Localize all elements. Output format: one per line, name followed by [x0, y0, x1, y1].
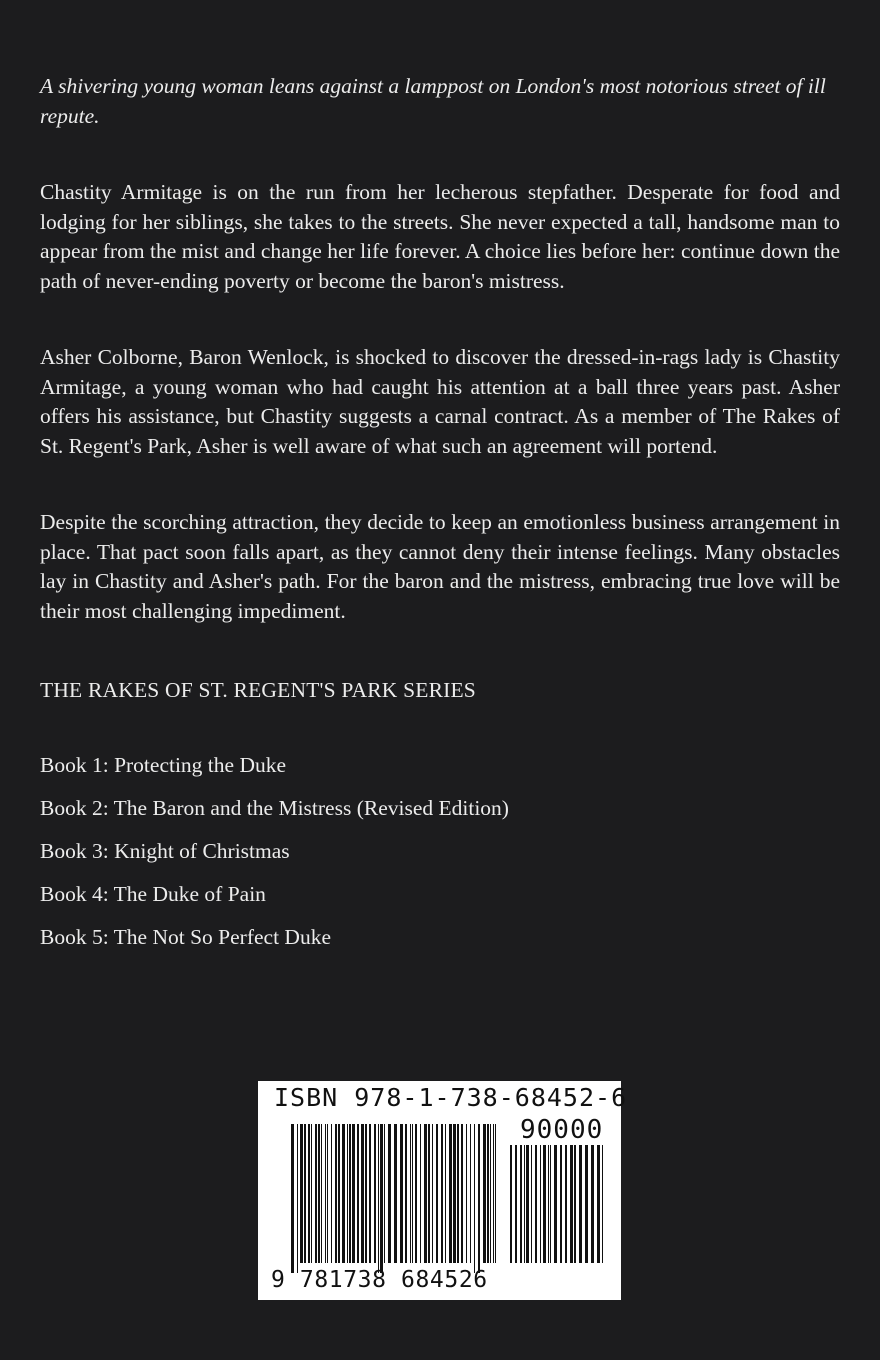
book-list-item-4: Book 4: The Duke of Pain	[40, 881, 266, 906]
book-list-item-1: Book 1: Protecting the Duke	[40, 752, 287, 777]
book-list-item-2: Book 2: The Baron and the Mistress (Revised Edition)	[40, 795, 509, 820]
series-title: THE RAKES OF ST. REGENT'S PARK SERIES	[40, 678, 476, 702]
blurb-paragraph-2: Asher Colborne, Baron Wenlock, is shocked to discover the dressed-in-rags lady is Chastity Armitage, a young woman who had caught his attention at a ball three years past. Asher offers his assistance, but Chastity suggests a carnal contract. As a member of The Rakes of St. Regent's Park, Asher is well aware of what such an agreement will portend.	[40, 345, 840, 458]
isbn-label: ISBN 978-1-738-68452-6	[274, 1083, 628, 1112]
book-list-item-5: Book 5: The Not So Perfect Duke	[40, 924, 332, 949]
book-list	[40, 751, 840, 953]
back-cover-text	[40, 72, 840, 966]
ean-digits: 9 781738 684526	[271, 1267, 488, 1293]
tagline: A shivering young woman leans against a lamppost on London's most notorious street of ill repute.	[40, 74, 826, 128]
price-code: 90000	[520, 1115, 604, 1145]
blurb-paragraph-3: Despite the scorching attraction, they decide to keep an emotionless business arrangement in place. That pact soon falls apart, as they cannot deny their intense feelings. Many obstacles lay in Chastity and Asher's path. For the baron and the mistress, embracing true love will be their most challenging impediment.	[40, 510, 840, 623]
blurb-paragraph-1: Chastity Armitage is on the run from her lecherous stepfather. Desperate for food and lodging for her siblings, she takes to the streets. She never expected a tall, handsome man to appear from the mist and change her life forever. A choice lies before her: continue down the path of never-ending poverty or become the baron's mistress.	[40, 180, 840, 293]
isbn-barcode	[258, 1081, 628, 1300]
book-list-item-3: Book 3: Knight of Christmas	[40, 838, 290, 863]
